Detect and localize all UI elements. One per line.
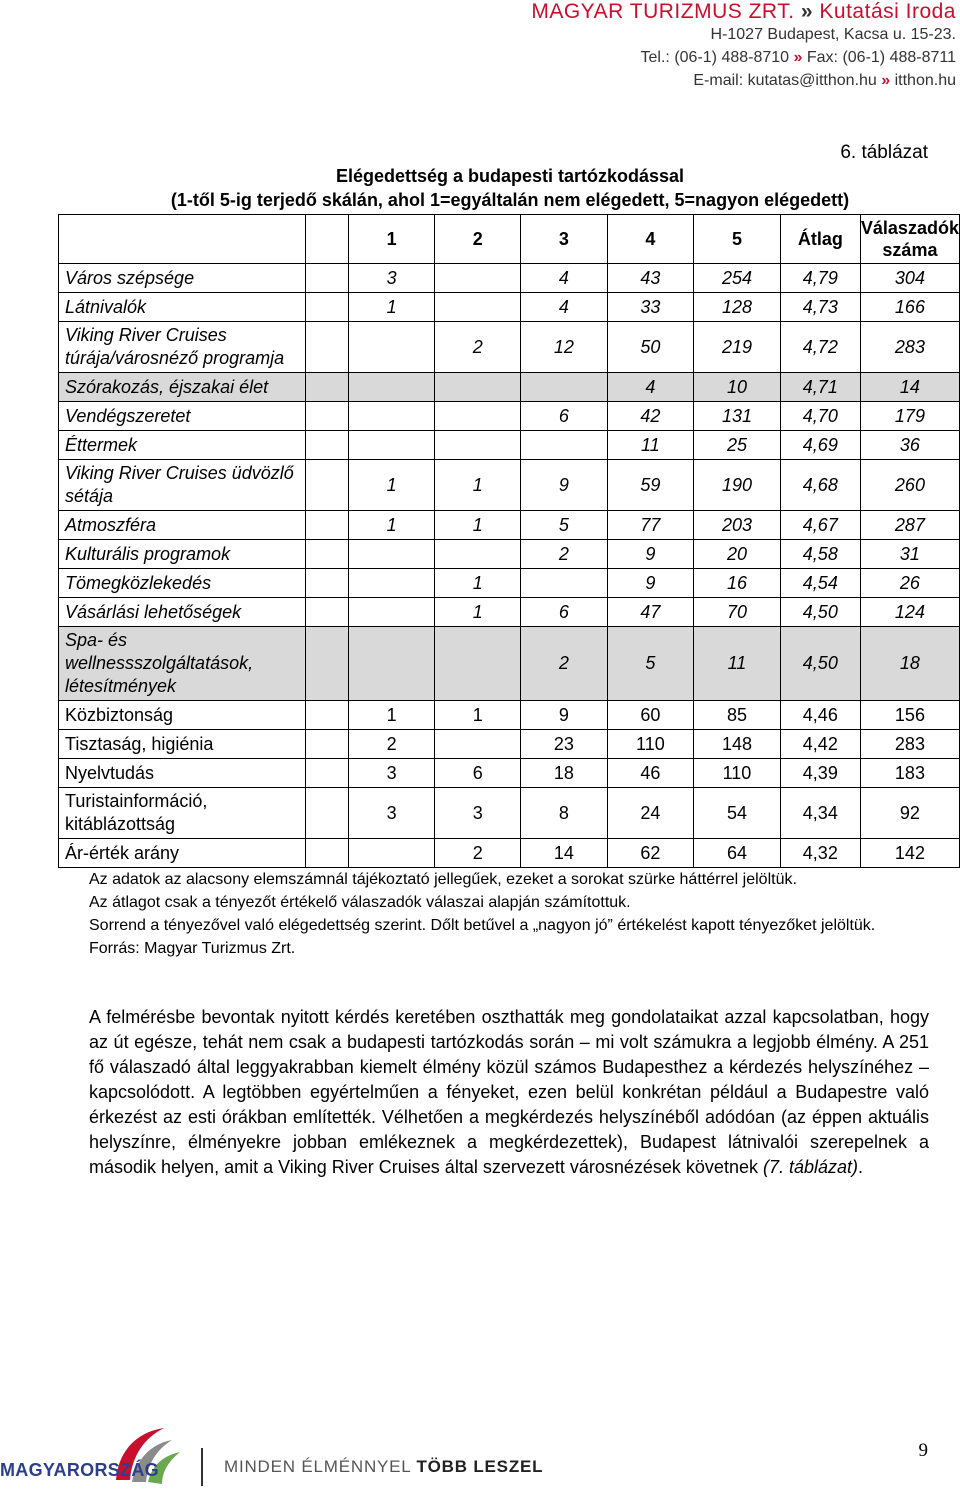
email-link[interactable]: E-mail: kutatas@itthon.hu	[693, 72, 877, 89]
table-cell: 142	[860, 839, 959, 868]
column-header: 5	[694, 215, 781, 264]
table-cell	[521, 569, 607, 598]
table-cell: 128	[694, 293, 781, 322]
table-cell: 1	[435, 511, 521, 540]
table-cell: 8	[521, 788, 607, 839]
table-cell: 4,32	[780, 839, 860, 868]
table-cell: 20	[694, 540, 781, 569]
table-cell: 1	[349, 511, 435, 540]
table-cell: 1	[435, 598, 521, 627]
table-cell: 14	[860, 373, 959, 402]
slogan-bold: TÖBB LESZEL	[416, 1457, 544, 1476]
table-cell	[305, 701, 348, 730]
table-cell	[305, 460, 348, 511]
table-notes	[89, 868, 929, 960]
letterhead-phone-line	[531, 46, 956, 69]
table-cell	[305, 839, 348, 868]
table-cell: 92	[860, 788, 959, 839]
row-label: Nyelvtudás	[59, 759, 306, 788]
table-cell: 4,39	[780, 759, 860, 788]
table-cell	[305, 431, 348, 460]
column-header: 4	[607, 215, 694, 264]
table-cell: 64	[694, 839, 781, 868]
table-cell: 4,46	[780, 701, 860, 730]
table-cell: 4,67	[780, 511, 860, 540]
table-cell: 1	[349, 701, 435, 730]
table-row	[59, 788, 960, 839]
table-cell: 46	[607, 759, 694, 788]
table-cell: 4	[521, 293, 607, 322]
table-cell	[349, 569, 435, 598]
table-cell: 36	[860, 431, 959, 460]
table-cell: 25	[694, 431, 781, 460]
table-cell: 42	[607, 402, 694, 431]
table-cell	[305, 511, 348, 540]
column-header: 1	[349, 215, 435, 264]
table-cell	[349, 598, 435, 627]
table-cell: 5	[607, 627, 694, 701]
row-label: Vásárlási lehetőségek	[59, 598, 306, 627]
table-cell: 2	[435, 322, 521, 373]
website-link[interactable]: itthon.hu	[894, 72, 956, 89]
table-cell	[305, 759, 348, 788]
table-cell: 12	[521, 322, 607, 373]
separator-glyph: »	[793, 49, 803, 66]
table-cell: 4,54	[780, 569, 860, 598]
table-cell	[305, 264, 348, 293]
table-cell	[435, 264, 521, 293]
table-cell	[305, 788, 348, 839]
table-cell: 1	[435, 701, 521, 730]
table-cell: 260	[860, 460, 959, 511]
letterhead	[531, 0, 956, 92]
slogan-regular: MINDEN ÉLMÉNNYEL	[224, 1457, 411, 1476]
table-cell	[305, 322, 348, 373]
table-cell: 4,34	[780, 788, 860, 839]
table-cell: 9	[521, 701, 607, 730]
table-row	[59, 730, 960, 759]
table-cell: 54	[694, 788, 781, 839]
page-number: 9	[918, 1440, 928, 1461]
table-cell: 190	[694, 460, 781, 511]
table-row	[59, 627, 960, 701]
table-row	[59, 293, 960, 322]
table-cell: 166	[860, 293, 959, 322]
table-cell: 183	[860, 759, 959, 788]
table-cell: 10	[694, 373, 781, 402]
letterhead-address: H-1027 Budapest, Kacsa u. 15-23.	[710, 26, 956, 43]
table-cell: 4,72	[780, 322, 860, 373]
row-label: Éttermek	[59, 431, 306, 460]
table-subtitle: (1-től 5-ig terjedő skálán, ahol 1=egyáltalán nem elégedett, 5=nagyon elégedett)	[170, 190, 850, 210]
table-cell	[435, 540, 521, 569]
table-cell	[435, 373, 521, 402]
table-header-row	[59, 215, 960, 264]
table-cell: 6	[435, 759, 521, 788]
table-cell: 1	[435, 460, 521, 511]
page-footer	[0, 1420, 960, 1494]
row-label: Viking River Cruises túrája/városnéző programja	[59, 322, 306, 373]
table-cell: 6	[521, 402, 607, 431]
row-label: Közbiztonság	[59, 701, 306, 730]
table-cell: 16	[694, 569, 781, 598]
row-label: Ár-érték arány	[59, 839, 306, 868]
row-label: Látnivalók	[59, 293, 306, 322]
table-cell: 18	[860, 627, 959, 701]
table-cell: 3	[435, 788, 521, 839]
table-cell: 283	[860, 322, 959, 373]
fax-text: Fax: (06-1) 488-8711	[806, 49, 956, 66]
table-row	[59, 511, 960, 540]
table-row	[59, 701, 960, 730]
table-cell: 4,70	[780, 402, 860, 431]
table-cell: 148	[694, 730, 781, 759]
table-cell: 77	[607, 511, 694, 540]
table-cell	[349, 839, 435, 868]
table-cell: 110	[694, 759, 781, 788]
table-cell: 203	[694, 511, 781, 540]
table-cell	[349, 431, 435, 460]
office-name: Kutatási Iroda	[819, 0, 956, 23]
table-cell: 4,68	[780, 460, 860, 511]
row-label: Turistainformáció, kitáblázottság	[59, 788, 306, 839]
table-cell: 219	[694, 322, 781, 373]
table-cell: 9	[607, 540, 694, 569]
row-label: Vendégszeretet	[59, 402, 306, 431]
row-label: Kulturális programok	[59, 540, 306, 569]
table-cell	[349, 322, 435, 373]
separator-glyph: »	[881, 72, 891, 89]
table-cell	[435, 431, 521, 460]
table-cell: 50	[607, 322, 694, 373]
table-cell	[349, 540, 435, 569]
table-cell: 9	[607, 569, 694, 598]
table-cell: 14	[521, 839, 607, 868]
table-cell	[305, 373, 348, 402]
magyarorszag-logo: MAGYARORSZÁG	[0, 1460, 159, 1480]
table-reference: (7. táblázat)	[762, 1157, 859, 1177]
table-cell: 2	[435, 839, 521, 868]
table-cell: 1	[435, 569, 521, 598]
table-row	[59, 460, 960, 511]
paragraph-end: .	[858, 1157, 864, 1177]
table-row	[59, 598, 960, 627]
table-cell	[305, 569, 348, 598]
table-cell: 3	[349, 264, 435, 293]
table-cell: 2	[349, 730, 435, 759]
table-cell: 6	[521, 598, 607, 627]
footer-slogan	[224, 1457, 543, 1477]
table-cell: 4	[607, 373, 694, 402]
table-cell: 1	[349, 460, 435, 511]
table-cell	[435, 627, 521, 701]
table-number: 6. táblázat	[840, 142, 928, 163]
header-label-cell	[59, 215, 306, 264]
table-row	[59, 540, 960, 569]
table-cell: 26	[860, 569, 959, 598]
source-note: Forrás: Magyar Turizmus Zrt.	[89, 940, 296, 957]
table-cell: 31	[860, 540, 959, 569]
row-label: Atmoszféra	[59, 511, 306, 540]
table-cell: 4,50	[780, 598, 860, 627]
table-cell: 304	[860, 264, 959, 293]
table-cell: 9	[521, 460, 607, 511]
table-cell: 24	[607, 788, 694, 839]
table-cell: 3	[349, 788, 435, 839]
table-cell: 4	[521, 264, 607, 293]
table-cell: 2	[521, 627, 607, 701]
table-cell: 5	[521, 511, 607, 540]
table-cell	[305, 402, 348, 431]
table-cell: 254	[694, 264, 781, 293]
table-cell: 4,69	[780, 431, 860, 460]
table-cell: 124	[860, 598, 959, 627]
table-cell	[435, 730, 521, 759]
note-text: Az adatok az alacsony elemszámnál tájékoztató jellegűek, ezeket a sorokat szürke háttérrel jelöltük.	[89, 871, 797, 888]
table-cell: 85	[694, 701, 781, 730]
table-cell: 4,79	[780, 264, 860, 293]
table-cell: 70	[694, 598, 781, 627]
row-label: Város szépsége	[59, 264, 306, 293]
table-cell	[435, 402, 521, 431]
table-body	[59, 264, 960, 868]
table-row	[59, 431, 960, 460]
table-cell	[521, 431, 607, 460]
table-cell: 18	[521, 759, 607, 788]
column-header: 2	[435, 215, 521, 264]
table-cell	[435, 293, 521, 322]
body-paragraph	[89, 1005, 929, 1180]
table-row	[59, 759, 960, 788]
header-spacer-cell	[305, 215, 348, 264]
column-header: Átlag	[780, 215, 860, 264]
row-label: Tisztaság, higiénia	[59, 730, 306, 759]
table-cell: 287	[860, 511, 959, 540]
table-cell: 3	[349, 759, 435, 788]
table-cell: 62	[607, 839, 694, 868]
note-text: Sorrend a tényezővel való elégedettség szerint. Dőlt betűvel a „nagyon jó” értékelést kapott tényezőket jelöltük.	[89, 917, 876, 934]
table-cell: 110	[607, 730, 694, 759]
table-cell: 179	[860, 402, 959, 431]
table-title: Elégedettség a budapesti tartózkodással	[335, 166, 685, 186]
table-cell: 4,58	[780, 540, 860, 569]
table-cell: 60	[607, 701, 694, 730]
table-cell: 33	[607, 293, 694, 322]
table-cell: 43	[607, 264, 694, 293]
table-cell: 4,73	[780, 293, 860, 322]
table-row	[59, 373, 960, 402]
column-header: Válaszadók száma	[860, 215, 959, 264]
table-cell: 156	[860, 701, 959, 730]
table-cell: 2	[521, 540, 607, 569]
phone-text: Tel.: (06-1) 488-8710	[640, 49, 790, 66]
table-cell: 59	[607, 460, 694, 511]
satisfaction-table	[58, 214, 960, 868]
table-cell: 11	[694, 627, 781, 701]
table-cell	[305, 627, 348, 701]
table-cell: 1	[349, 293, 435, 322]
table-cell: 23	[521, 730, 607, 759]
table-cell: 283	[860, 730, 959, 759]
table-row	[59, 839, 960, 868]
letterhead-company-line	[531, 0, 956, 23]
table-cell	[305, 598, 348, 627]
letterhead-contact-line	[531, 69, 956, 92]
table-row	[59, 402, 960, 431]
row-label: Viking River Cruises üdvözlő sétája	[59, 460, 306, 511]
separator-glyph: »	[800, 0, 814, 23]
table-row	[59, 569, 960, 598]
column-header: 3	[521, 215, 607, 264]
table-cell	[349, 402, 435, 431]
row-label: Spa- és wellnessszolgáltatások, létesítmények	[59, 627, 306, 701]
row-label: Tömegközlekedés	[59, 569, 306, 598]
table-cell: 4,71	[780, 373, 860, 402]
table-cell	[305, 293, 348, 322]
table-cell: 47	[607, 598, 694, 627]
company-name: MAGYAR TURIZMUS ZRT.	[531, 0, 795, 23]
table-cell	[521, 373, 607, 402]
table-cell: 4,42	[780, 730, 860, 759]
table-cell: 11	[607, 431, 694, 460]
note-text: Az átlagot csak a tényezőt értékelő válaszadók válaszai alapján számítottuk.	[89, 894, 631, 911]
table-cell: 131	[694, 402, 781, 431]
paragraph-text: A felmérésbe bevontak nyitott kérdés keretében oszthatták meg gondolataikat azzal kapcsolatban, hogy az út egésze, tehát nem csak a budapesti tartózkodás során – mi volt számukra a legjobb élmény. A 251 fő válaszadó által leggyakrabban kiemelt élmény közül számos Budapesthez a kérdezés helyszínéhez – kapcsolódott. A legtöbben egyértelműen a fényeket, ezen belül konkrétan például a Budapestre való érkezést az esti órákban említették. Vélhetően a megkérdezés helyszínéből adódóan (az éppen aktuális helyszínre, élményekre jobban emlékeznek a megkérdezettek), Budapest látnivalói szerepelnek a második helyen, amit a Viking River Cruises által szervezett városnézések követnek	[89, 1007, 929, 1177]
table-cell	[349, 627, 435, 701]
row-label: Szórakozás, éjszakai élet	[59, 373, 306, 402]
table-row	[59, 322, 960, 373]
table-row	[59, 264, 960, 293]
table-cell	[305, 730, 348, 759]
table-cell	[349, 373, 435, 402]
footer-divider	[201, 1448, 203, 1486]
table-cell: 4,50	[780, 627, 860, 701]
table-cell	[305, 540, 348, 569]
